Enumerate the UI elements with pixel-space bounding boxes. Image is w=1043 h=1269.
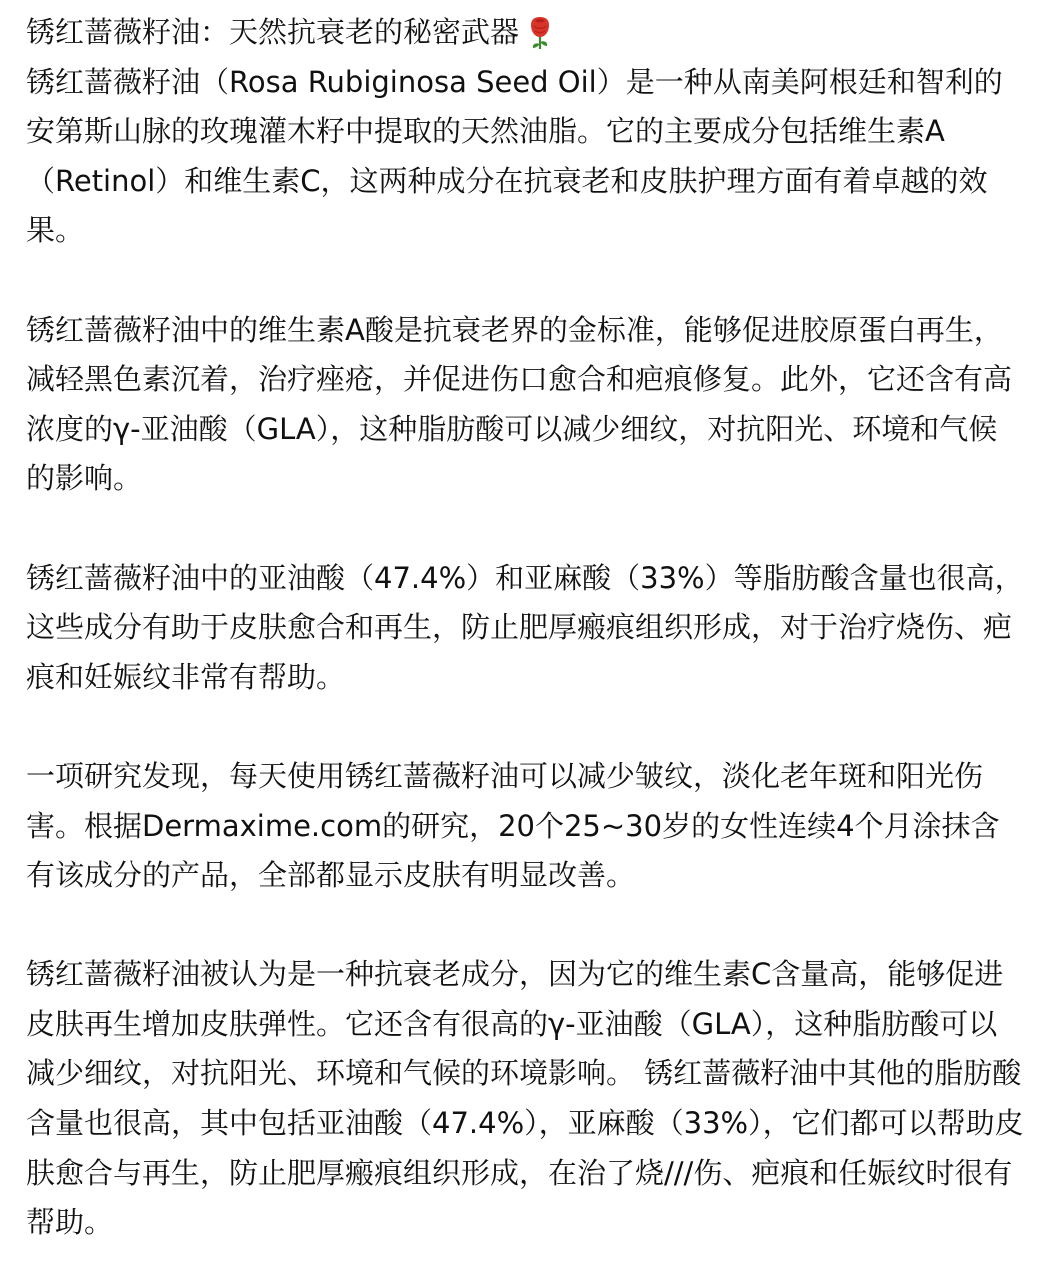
paragraph-spacer bbox=[26, 702, 1026, 752]
paragraph-study: 一项研究发现，每天使用锈红蔷薇籽油可以减少皱纹，淡化老年斑和阳光伤害。根据Dermaxime.com的研究，20个25~30岁的女性连续4个月涂抹含有该成分的产品，全部都显示皮肤有明显改善。 bbox=[26, 758, 1000, 893]
paragraph-spacer bbox=[26, 256, 1026, 306]
paragraph-fatty-acids: 锈红蔷薇籽油中的亚油酸（47.4%）和亚麻酸（33%）等脂肪酸含量也很高，这些成分有助于皮肤愈合和再生，防止肥厚瘢痕组织形成，对于治疗烧伤、疤痕和妊娠纹非常有帮助。 bbox=[26, 560, 1024, 694]
article bbox=[26, 8, 1026, 1248]
paragraph-summary: 锈红蔷薇籽油被认为是一种抗衰老成分，因为它的维生素C含量高，能够促进皮肤再生增加皮肤弹性。它还含有很高的γ-亚油酸（GLA），这种脂肪酸可以减少细纹，对抗阳光、环境和气候的环境影响。 锈红蔷薇籽油中其他的脂肪酸含量也很高，其中包括亚油酸（47.4%），亚麻酸（33%），它们都可以帮助皮肤愈合与再生，防止肥厚瘢痕组织形成，在治了烧///伤、疤痕和任娠纹时很有帮助。 bbox=[26, 957, 1024, 1240]
title-text: 锈红蔷薇籽油：天然抗衰老的秘密武器 bbox=[26, 15, 520, 49]
paragraph-spacer bbox=[26, 901, 1026, 951]
paragraph-intro: 锈红蔷薇籽油（Rosa Rubiginosa Seed Oil）是一种从南美阿根廷和智利的安第斯山脉的玫瑰灌木籽中提取的天然油脂。它的主要成分包括维生素A（Retinol）和维生素C，这两种成分在抗衰老和皮肤护理方面有着卓越的效果。 bbox=[26, 64, 1003, 248]
paragraph-spacer bbox=[26, 504, 1026, 554]
article-title bbox=[26, 8, 1026, 58]
paragraph-vitamin-a: 锈红蔷薇籽油中的维生素A酸是抗衰老界的金标准，能够促进胶原蛋白再生，减轻黑色素沉着，治疗痤疮，并促进伤口愈合和疤痕修复。此外，它还含有高浓度的γ-亚油酸（GLA），这种脂肪酸可以减少细纹，对抗阳光、环境和气候的影响。 bbox=[26, 312, 1013, 496]
rose-icon bbox=[525, 15, 555, 51]
